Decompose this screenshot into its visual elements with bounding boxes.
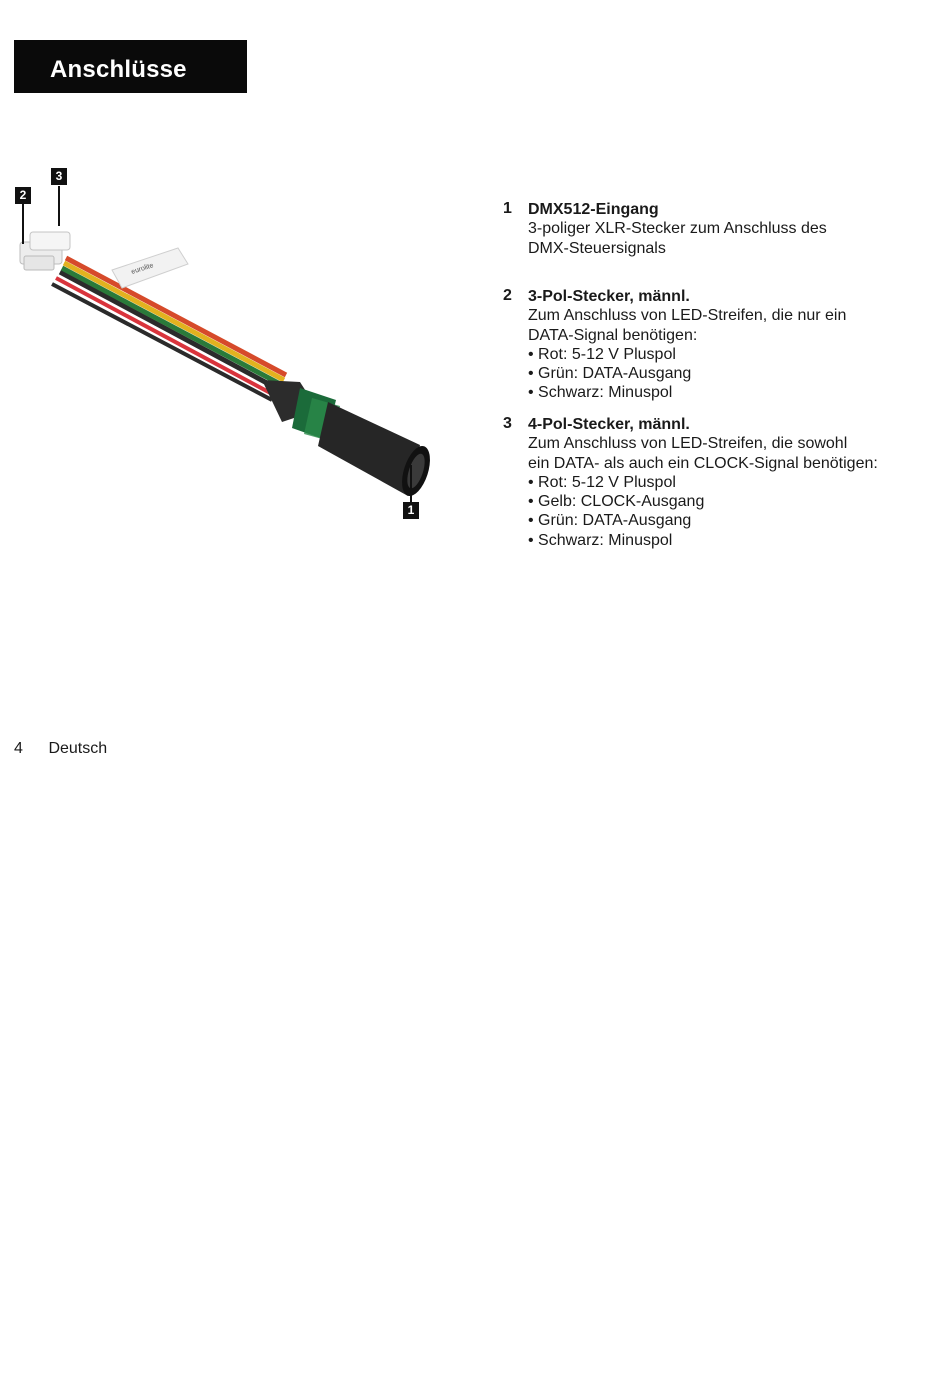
callout-badge-3: 3 bbox=[51, 168, 67, 185]
wire-bundle bbox=[52, 258, 286, 400]
cable-label bbox=[112, 248, 188, 288]
item-number: 3 bbox=[503, 415, 512, 432]
product-figure bbox=[0, 160, 470, 540]
item-heading: 4-Pol-Stecker, männl. bbox=[528, 416, 690, 433]
item-line: • Rot: 5-12 V Pluspol bbox=[528, 345, 676, 363]
item-line: • Grün: DATA-Ausgang bbox=[528, 365, 692, 383]
item-line: • Rot: 5-12 V Pluspol bbox=[528, 473, 676, 491]
footer-language: Deutsch bbox=[48, 740, 108, 757]
item-line: ein DATA- als auch ein CLOCK-Signal benötigen: bbox=[528, 454, 878, 472]
list-item bbox=[503, 200, 827, 258]
xlr-plug bbox=[262, 380, 435, 499]
item-heading: DMX512-Eingang bbox=[528, 201, 659, 218]
cable-illustration bbox=[0, 160, 470, 540]
list-item bbox=[503, 415, 878, 550]
list-item bbox=[503, 287, 846, 403]
pin-connectors bbox=[20, 232, 70, 270]
callout-badge-1: 1 bbox=[403, 502, 419, 519]
item-line: • Schwarz: Minuspol bbox=[528, 384, 673, 402]
page-number: 4 bbox=[14, 740, 23, 757]
callout-badge-2: 2 bbox=[15, 187, 31, 204]
item-line: 3-poliger XLR-Stecker zum Anschluss des bbox=[528, 220, 827, 238]
page-footer bbox=[14, 740, 107, 758]
label-text: eurolite bbox=[130, 262, 155, 276]
section-title: Anschlüsse bbox=[50, 56, 187, 83]
item-number: 2 bbox=[503, 287, 512, 304]
item-line: DMX-Steuersignals bbox=[528, 239, 666, 257]
section-header bbox=[14, 40, 247, 93]
item-line: • Gelb: CLOCK-Ausgang bbox=[528, 493, 705, 511]
item-heading: 3-Pol-Stecker, männl. bbox=[528, 288, 690, 305]
item-line: Zum Anschluss von LED-Streifen, die sowohl bbox=[528, 435, 848, 453]
item-line: • Schwarz: Minuspol bbox=[528, 531, 673, 549]
item-line: • Grün: DATA-Ausgang bbox=[528, 512, 692, 530]
item-number: 1 bbox=[503, 200, 512, 217]
item-line: DATA-Signal benötigen: bbox=[528, 326, 698, 344]
item-line: Zum Anschluss von LED-Streifen, die nur ein bbox=[528, 307, 847, 325]
